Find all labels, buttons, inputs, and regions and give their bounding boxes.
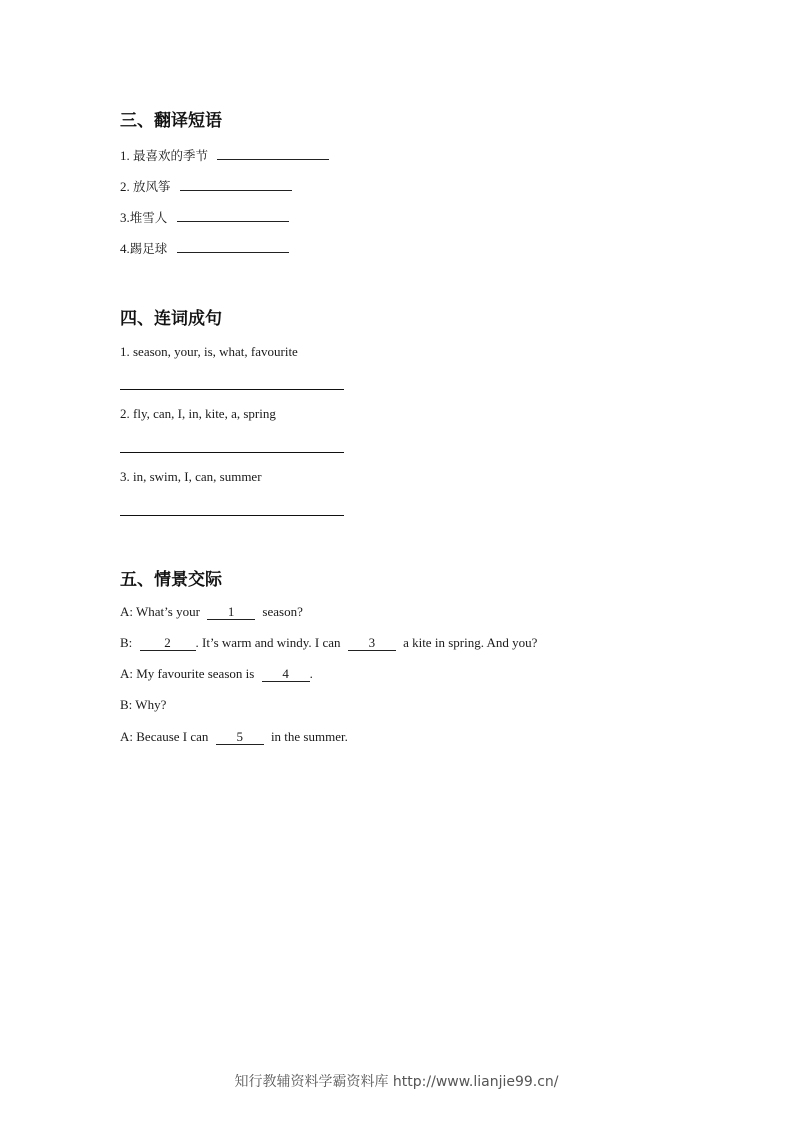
sentence-item-3: 3. in, swim, I, can, summer: [120, 469, 262, 484]
dialogue-line-5: [120, 729, 348, 745]
blank-4[interactable]: 4: [262, 667, 310, 682]
item-text: 放风筝: [133, 179, 171, 194]
dialogue-text: .: [309, 666, 313, 681]
dialogue-text: season?: [262, 604, 303, 619]
section-heading-translate: 三、翻译短语: [120, 111, 222, 131]
translate-item-1: [120, 146, 329, 164]
dialogue-line-1: [120, 604, 303, 620]
dialogue-text: a kite in spring. And you?: [403, 635, 538, 650]
answer-line[interactable]: [120, 515, 344, 516]
blank-1[interactable]: 1: [207, 605, 255, 620]
answer-line[interactable]: [120, 452, 344, 453]
answer-blank[interactable]: [180, 178, 292, 191]
item-text: 堆雪人: [129, 210, 168, 225]
dialogue-text: A: My favourite season is: [120, 666, 255, 681]
sentence-item-2: 2. fly, can, I, in, kite, a, spring: [120, 406, 276, 421]
item-text: 最喜欢的季节: [133, 148, 209, 163]
item-text: 踢足球: [129, 241, 168, 256]
item-number: 4.: [120, 241, 130, 256]
dialogue-line-4: B: Why?: [120, 697, 167, 712]
answer-blank[interactable]: [177, 209, 289, 222]
section-heading-sentences: 四、连词成句: [120, 309, 222, 329]
answer-blank[interactable]: [217, 147, 329, 160]
item-number: 2.: [120, 179, 130, 194]
dialogue-line-3: [120, 666, 313, 682]
dialogue-text: A: Because I can: [120, 729, 209, 744]
blank-2[interactable]: 2: [140, 636, 196, 651]
translate-item-2: [120, 177, 292, 195]
translate-item-4: [120, 239, 289, 257]
dialogue-text: . It’s warm and windy. I can: [195, 635, 341, 650]
dialogue-text: A: What’s your: [120, 604, 200, 619]
answer-line[interactable]: [120, 389, 344, 390]
blank-5[interactable]: 5: [216, 730, 264, 745]
sentence-item-1: 1. season, your, is, what, favourite: [120, 344, 298, 359]
section-heading-dialogue: 五、情景交际: [120, 570, 222, 590]
dialogue-line-2: [120, 635, 537, 651]
answer-blank[interactable]: [177, 240, 289, 253]
dialogue-text: B:: [120, 635, 133, 650]
translate-item-3: [120, 208, 289, 226]
footer-source: 知行教辅资料学霸资料库 http://www.lianjie99.cn/: [234, 1074, 559, 1090]
blank-3[interactable]: 3: [348, 636, 396, 651]
item-number: 3.: [120, 210, 130, 225]
item-number: 1.: [120, 148, 130, 163]
dialogue-text: in the summer.: [270, 729, 348, 744]
